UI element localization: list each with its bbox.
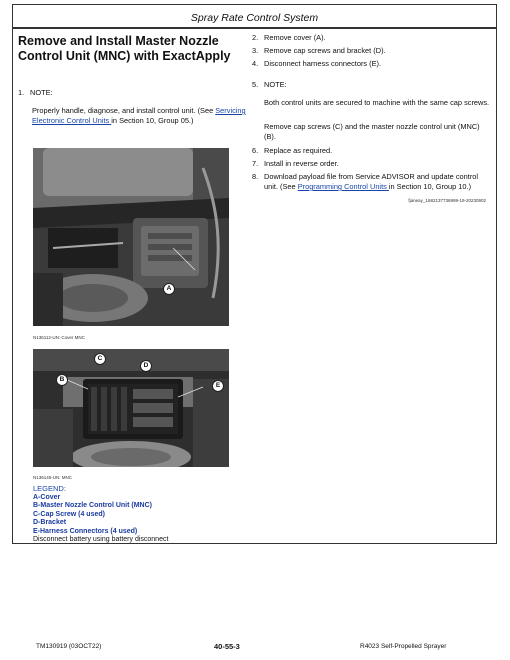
step-text: Remove cap screws and bracket (D). <box>264 46 386 55</box>
step-number: 1. <box>18 88 25 97</box>
step-text: Replace as required. <box>264 146 333 155</box>
step-number: 6. <box>252 146 259 155</box>
step-6 <box>252 146 490 156</box>
callout-c: C <box>94 353 106 365</box>
step-1 <box>18 88 250 98</box>
footer-product: R4023 Self-Propelled Sprayer <box>360 643 447 650</box>
step-5 <box>252 80 490 90</box>
step-number: 5. <box>252 80 259 89</box>
left-column <box>18 32 250 126</box>
reference-code: fjaneay_1682137736999-19-20230902 <box>408 198 486 203</box>
footer-doc-id: TM130919 (03OCT22) <box>36 643 102 650</box>
figure-1-caption: N136112-UN: Cover MNC <box>33 335 85 340</box>
programming-control-units-link[interactable]: Programming Control Units <box>297 182 389 191</box>
step-number: 2. <box>252 33 259 42</box>
step-7 <box>252 159 490 169</box>
step-number: 3. <box>252 46 259 55</box>
legend-item-d: D-Bracket <box>33 519 67 526</box>
callout-b: B <box>56 374 68 386</box>
callout-d: D <box>140 360 152 372</box>
step-number: 4. <box>252 59 259 68</box>
callout-e: E <box>212 380 224 392</box>
servicing-ecu-link[interactable]: Servicing Electronic Control Units <box>32 106 246 125</box>
right-column <box>252 32 490 203</box>
legend-item-b: B-Master Nozzle Control Unit (MNC) <box>33 502 152 509</box>
mnc-photo <box>33 349 229 467</box>
step-label: NOTE: <box>264 80 287 89</box>
step-8 <box>252 172 490 192</box>
page-header-title: Spray Rate Control System <box>190 12 319 24</box>
step-text: Remove cover (A). <box>264 33 326 42</box>
step-4 <box>252 59 490 69</box>
page-header <box>12 4 497 28</box>
figure-mnc <box>33 349 229 467</box>
callout-a: A <box>163 283 175 295</box>
legend <box>33 485 233 545</box>
legend-item-e: E-Harness Connectors (4 used) <box>33 527 138 535</box>
step-text: Download payload file from Service ADVISOR and update control unit. (See <box>264 172 479 191</box>
note-5-text: Both control units are secured to machine with the same cap screws. <box>264 98 490 107</box>
step-number: 8. <box>252 172 259 181</box>
figure-2-caption: N136145-UN: MNC <box>33 475 73 480</box>
figure-cover-mnc <box>33 148 229 326</box>
step-3 <box>252 46 490 56</box>
step-label: NOTE: <box>30 88 53 97</box>
footer-page-number: 40-55-3 <box>214 642 240 651</box>
note-1-text <box>18 106 250 126</box>
legend-item-c: C-Cap Screw (4 used) <box>33 510 105 518</box>
remove-instruction: Remove cap screws (C) and the master nozzle control unit (MNC) (B). <box>264 122 480 141</box>
note-text: Properly handle, diagnose, and install control unit. (See <box>32 106 216 115</box>
step-text: Install in reverse order. <box>264 159 339 168</box>
note-tail: in Section 10, Group 05.) <box>111 116 194 125</box>
step-tail: in Section 10, Group 10.) <box>388 182 472 191</box>
legend-note: Disconnect battery using battery disconnect <box>33 536 169 543</box>
step-2 <box>252 33 490 43</box>
cover-mnc-photo <box>33 148 229 326</box>
legend-title: LEGEND: <box>33 484 66 493</box>
step-text: Disconnect harness connectors (E). <box>264 59 382 68</box>
step-number: 7. <box>252 159 259 168</box>
legend-item-a: A-Cover <box>33 493 61 501</box>
section-title: Remove and Install Master Nozzle Control Unit (MNC) with ExactApply <box>18 34 231 63</box>
